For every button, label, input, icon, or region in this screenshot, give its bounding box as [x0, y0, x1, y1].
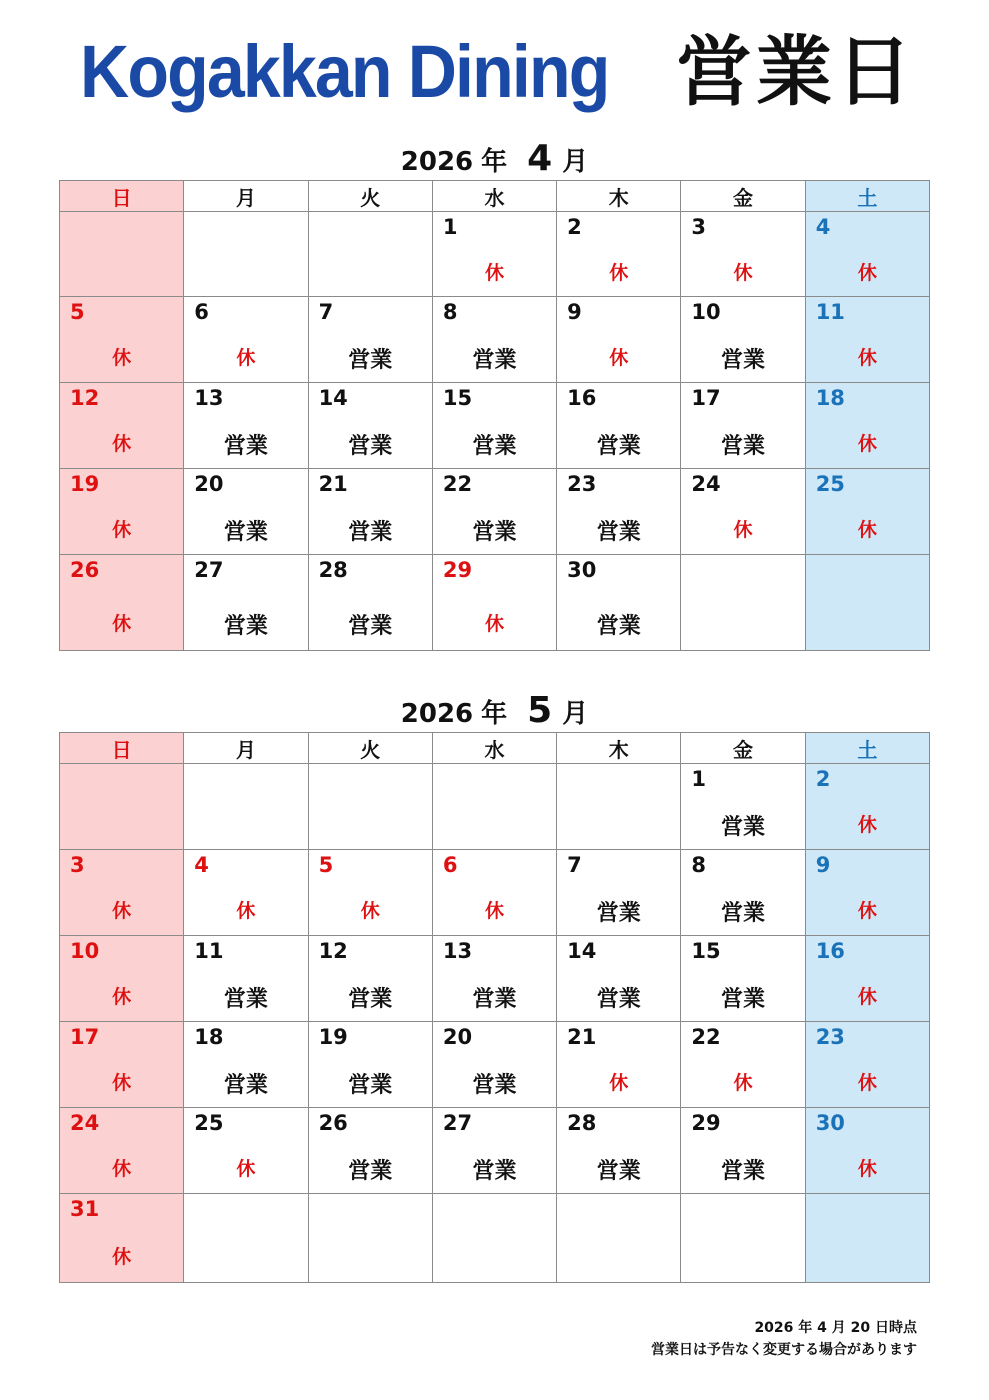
day-cell: [308, 297, 432, 383]
day-cell: [60, 297, 184, 383]
status-open: 営業: [596, 520, 641, 545]
day-cell: [60, 1022, 184, 1108]
day-cell: [805, 1108, 929, 1194]
day-number: 10: [691, 300, 721, 324]
weekday-header-sat: 土: [805, 181, 929, 212]
day-cell: [432, 383, 556, 469]
weekday-header-tue: 火: [308, 181, 432, 212]
day-cell: [308, 936, 432, 1022]
status-open: 営業: [721, 987, 766, 1012]
day-number: 25: [194, 1111, 224, 1135]
day-cell: [60, 555, 184, 651]
weekday-header-thu: 木: [557, 733, 681, 764]
day-cell: [432, 850, 556, 936]
day-cell: [557, 383, 681, 469]
day-number: 24: [70, 1111, 100, 1135]
day-number: 10: [70, 939, 100, 963]
day-number: 18: [194, 1025, 224, 1049]
day-cell: [805, 850, 929, 936]
status-open: 営業: [348, 1159, 393, 1184]
weekday-header-sun: 日: [60, 181, 184, 212]
status-closed: 休: [484, 613, 504, 635]
status-open: 営業: [721, 815, 766, 840]
empty-day-cell: [184, 1194, 308, 1283]
day-number: 30: [815, 1111, 845, 1135]
status-open: 営業: [472, 1159, 517, 1184]
empty-day-cell: [805, 555, 929, 651]
day-number: 6: [194, 300, 209, 324]
empty-day-cell: [184, 212, 308, 297]
day-cell: [184, 555, 308, 651]
day-cell: [681, 383, 805, 469]
day-cell: [60, 850, 184, 936]
day-cell: [184, 383, 308, 469]
day-cell: [681, 764, 805, 850]
status-closed: 休: [609, 262, 629, 284]
weekday-header-fri: 金: [681, 181, 805, 212]
day-cell: [432, 936, 556, 1022]
status-open: 営業: [223, 987, 268, 1012]
status-closed: 休: [857, 519, 877, 541]
day-cell: [557, 1108, 681, 1194]
status-closed: 休: [857, 262, 877, 284]
day-cell: [805, 212, 929, 297]
day-cell: [432, 555, 556, 651]
empty-day-cell: [184, 764, 308, 850]
status-closed: 休: [112, 986, 132, 1008]
status-open: 営業: [472, 1073, 517, 1098]
status-closed: 休: [236, 347, 256, 369]
day-number: 17: [691, 386, 721, 410]
day-number: 9: [567, 300, 582, 324]
day-cell: [805, 383, 929, 469]
day-number: 19: [70, 472, 100, 496]
status-closed: 休: [857, 433, 877, 455]
status-closed: 休: [857, 814, 877, 836]
day-cell: [60, 383, 184, 469]
day-number: 12: [70, 386, 100, 410]
empty-day-cell: [308, 764, 432, 850]
status-closed: 休: [112, 347, 132, 369]
day-cell: [681, 1022, 805, 1108]
status-closed: 休: [733, 262, 753, 284]
day-cell: [432, 469, 556, 555]
day-number: 29: [691, 1111, 721, 1135]
weekday-header-fri: 金: [681, 733, 805, 764]
empty-day-cell: [681, 1194, 805, 1283]
day-number: 2: [815, 767, 831, 791]
day-number: 28: [318, 558, 348, 582]
month-year: 2026: [400, 147, 474, 177]
day-number: 24: [691, 472, 721, 496]
status-open: 営業: [596, 614, 641, 639]
day-number: 22: [691, 1025, 721, 1049]
day-cell: [184, 1022, 308, 1108]
month-title-april: [0, 138, 989, 179]
day-number: 27: [442, 1111, 473, 1135]
day-number: 11: [815, 300, 845, 324]
status-closed: 休: [236, 900, 256, 922]
status-closed: 休: [609, 347, 629, 369]
day-cell: [184, 469, 308, 555]
week-row: [60, 936, 930, 1022]
status-closed: 休: [360, 900, 380, 922]
week-row: [60, 850, 930, 936]
week-row: [60, 1194, 930, 1283]
page-title: 営業日: [676, 27, 916, 116]
day-number: 20: [442, 1025, 473, 1049]
calendar-may: [59, 732, 930, 1283]
day-number: 15: [442, 386, 473, 410]
status-open: 営業: [348, 614, 393, 639]
status-open: 営業: [348, 520, 393, 545]
month-suffix: 月: [562, 147, 589, 177]
day-number: 28: [567, 1111, 597, 1135]
day-number: 1: [442, 215, 458, 239]
month-suffix: 月: [562, 699, 589, 729]
day-number: 26: [318, 1111, 348, 1135]
day-number: 15: [691, 939, 721, 963]
day-number: 20: [194, 472, 224, 496]
month-number: 5: [527, 690, 553, 731]
day-cell: [308, 469, 432, 555]
day-cell: [557, 1022, 681, 1108]
status-open: 営業: [596, 987, 641, 1012]
status-closed: 休: [857, 347, 877, 369]
day-number: 7: [318, 300, 334, 324]
day-cell: [308, 850, 432, 936]
day-number: 13: [194, 386, 224, 410]
status-closed: 休: [857, 986, 877, 1008]
empty-day-cell: [432, 764, 556, 850]
status-closed: 休: [733, 1072, 753, 1094]
empty-day-cell: [308, 212, 432, 297]
day-cell: [557, 469, 681, 555]
day-number: 16: [567, 386, 597, 410]
empty-day-cell: [557, 1194, 681, 1283]
day-number: 1: [691, 767, 707, 791]
day-number: 14: [318, 386, 348, 410]
weekday-header-wed: 水: [432, 733, 556, 764]
status-closed: 休: [857, 900, 877, 922]
day-cell: [557, 850, 681, 936]
day-number: 4: [815, 215, 831, 239]
status-open: 営業: [223, 520, 268, 545]
status-open: 営業: [348, 1073, 393, 1098]
footer-as-of: 2026 年 4 月 20 日時点: [754, 1320, 917, 1336]
day-number: 8: [442, 300, 458, 324]
day-number: 13: [442, 939, 473, 963]
header: [0, 26, 989, 118]
day-number: 12: [318, 939, 348, 963]
week-row: [60, 764, 930, 850]
month-year: 2026: [400, 699, 474, 729]
status-open: 営業: [472, 987, 517, 1012]
day-number: 11: [194, 939, 224, 963]
status-open: 営業: [596, 434, 641, 459]
day-cell: [308, 555, 432, 651]
day-cell: [557, 555, 681, 651]
empty-day-cell: [681, 555, 805, 651]
day-cell: [805, 936, 929, 1022]
weekday-header-wed: 水: [432, 181, 556, 212]
calendar-april: [59, 180, 930, 651]
status-open: 営業: [348, 987, 393, 1012]
day-cell: [184, 936, 308, 1022]
week-row: [60, 212, 930, 297]
day-cell: [308, 383, 432, 469]
status-open: 営業: [223, 614, 268, 639]
day-number: 16: [815, 939, 845, 963]
day-cell: [184, 850, 308, 936]
month-number: 4: [527, 138, 553, 179]
status-open: 営業: [223, 1073, 268, 1098]
day-cell: [557, 936, 681, 1022]
week-row: [60, 1022, 930, 1108]
day-number: 25: [815, 472, 845, 496]
day-number: 19: [318, 1025, 348, 1049]
day-number: 23: [567, 472, 597, 496]
empty-day-cell: [308, 1194, 432, 1283]
year-suffix: 年: [481, 699, 508, 729]
day-cell: [432, 1108, 556, 1194]
brand-logo-text: Kogakkan Dining: [80, 30, 609, 113]
status-open: 営業: [721, 434, 766, 459]
status-closed: 休: [112, 519, 132, 541]
day-number: 27: [194, 558, 224, 582]
status-closed: 休: [112, 1072, 132, 1094]
status-open: 営業: [348, 434, 393, 459]
week-row: [60, 555, 930, 651]
day-number: 31: [70, 1197, 100, 1221]
status-closed: 休: [112, 1246, 132, 1268]
status-open: 営業: [596, 901, 641, 926]
day-cell: [805, 297, 929, 383]
day-number: 17: [70, 1025, 100, 1049]
week-row: [60, 469, 930, 555]
day-number: 2: [567, 215, 582, 239]
status-open: 営業: [596, 1159, 641, 1184]
day-cell: [60, 1194, 184, 1283]
footer-notice: 営業日は予告なく変更する場合があります: [651, 1342, 917, 1358]
status-closed: 休: [484, 900, 504, 922]
day-cell: [308, 1022, 432, 1108]
status-closed: 休: [112, 1158, 132, 1180]
day-number: 9: [815, 853, 831, 877]
day-cell: [681, 212, 805, 297]
day-number: 30: [567, 558, 597, 582]
week-row: [60, 1108, 930, 1194]
status-closed: 休: [484, 262, 504, 284]
day-cell: [805, 469, 929, 555]
day-number: 3: [70, 853, 85, 877]
day-number: 6: [442, 853, 458, 877]
weekday-header-mon: 月: [184, 733, 308, 764]
empty-day-cell: [557, 764, 681, 850]
day-cell: [805, 764, 929, 850]
status-open: 営業: [472, 434, 517, 459]
day-number: 26: [70, 558, 100, 582]
day-cell: [681, 936, 805, 1022]
status-closed: 休: [857, 1072, 877, 1094]
day-number: 8: [691, 853, 707, 877]
day-cell: [557, 297, 681, 383]
day-cell: [681, 297, 805, 383]
day-cell: [805, 1022, 929, 1108]
empty-day-cell: [60, 764, 184, 850]
day-cell: [432, 297, 556, 383]
day-cell: [60, 1108, 184, 1194]
status-closed: 休: [236, 1158, 256, 1180]
empty-day-cell: [432, 1194, 556, 1283]
day-number: 4: [194, 853, 209, 877]
day-cell: [681, 469, 805, 555]
weekday-header-sat: 土: [805, 733, 929, 764]
day-number: 21: [567, 1025, 597, 1049]
status-closed: 休: [857, 1158, 877, 1180]
status-open: 営業: [472, 520, 517, 545]
weekday-header-tue: 火: [308, 733, 432, 764]
day-number: 21: [318, 472, 348, 496]
week-row: [60, 297, 930, 383]
status-open: 営業: [223, 434, 268, 459]
status-closed: 休: [733, 519, 753, 541]
status-closed: 休: [112, 433, 132, 455]
weekday-header-thu: 木: [557, 181, 681, 212]
month-title-may: [0, 690, 989, 731]
day-number: 7: [567, 853, 582, 877]
status-open: 営業: [721, 901, 766, 926]
day-number: 18: [815, 386, 845, 410]
week-row: [60, 383, 930, 469]
day-cell: [432, 1022, 556, 1108]
day-cell: [184, 1108, 308, 1194]
empty-day-cell: [60, 212, 184, 297]
day-number: 5: [70, 300, 85, 324]
day-cell: [681, 850, 805, 936]
day-cell: [60, 469, 184, 555]
status-open: 営業: [472, 348, 517, 373]
status-closed: 休: [112, 613, 132, 635]
day-number: 22: [442, 472, 473, 496]
status-closed: 休: [112, 900, 132, 922]
day-cell: [308, 1108, 432, 1194]
weekday-header-sun: 日: [60, 733, 184, 764]
day-number: 5: [318, 853, 334, 877]
weekday-header-mon: 月: [184, 181, 308, 212]
day-cell: [681, 1108, 805, 1194]
status-open: 営業: [721, 348, 766, 373]
day-cell: [60, 936, 184, 1022]
day-cell: [557, 212, 681, 297]
day-number: 23: [815, 1025, 845, 1049]
day-number: 14: [567, 939, 597, 963]
status-open: 営業: [348, 348, 393, 373]
year-suffix: 年: [481, 147, 508, 177]
empty-day-cell: [805, 1194, 929, 1283]
day-number: 29: [442, 558, 473, 582]
day-cell: [184, 297, 308, 383]
day-cell: [432, 212, 556, 297]
day-number: 3: [691, 215, 707, 239]
status-open: 営業: [721, 1159, 766, 1184]
status-closed: 休: [609, 1072, 629, 1094]
